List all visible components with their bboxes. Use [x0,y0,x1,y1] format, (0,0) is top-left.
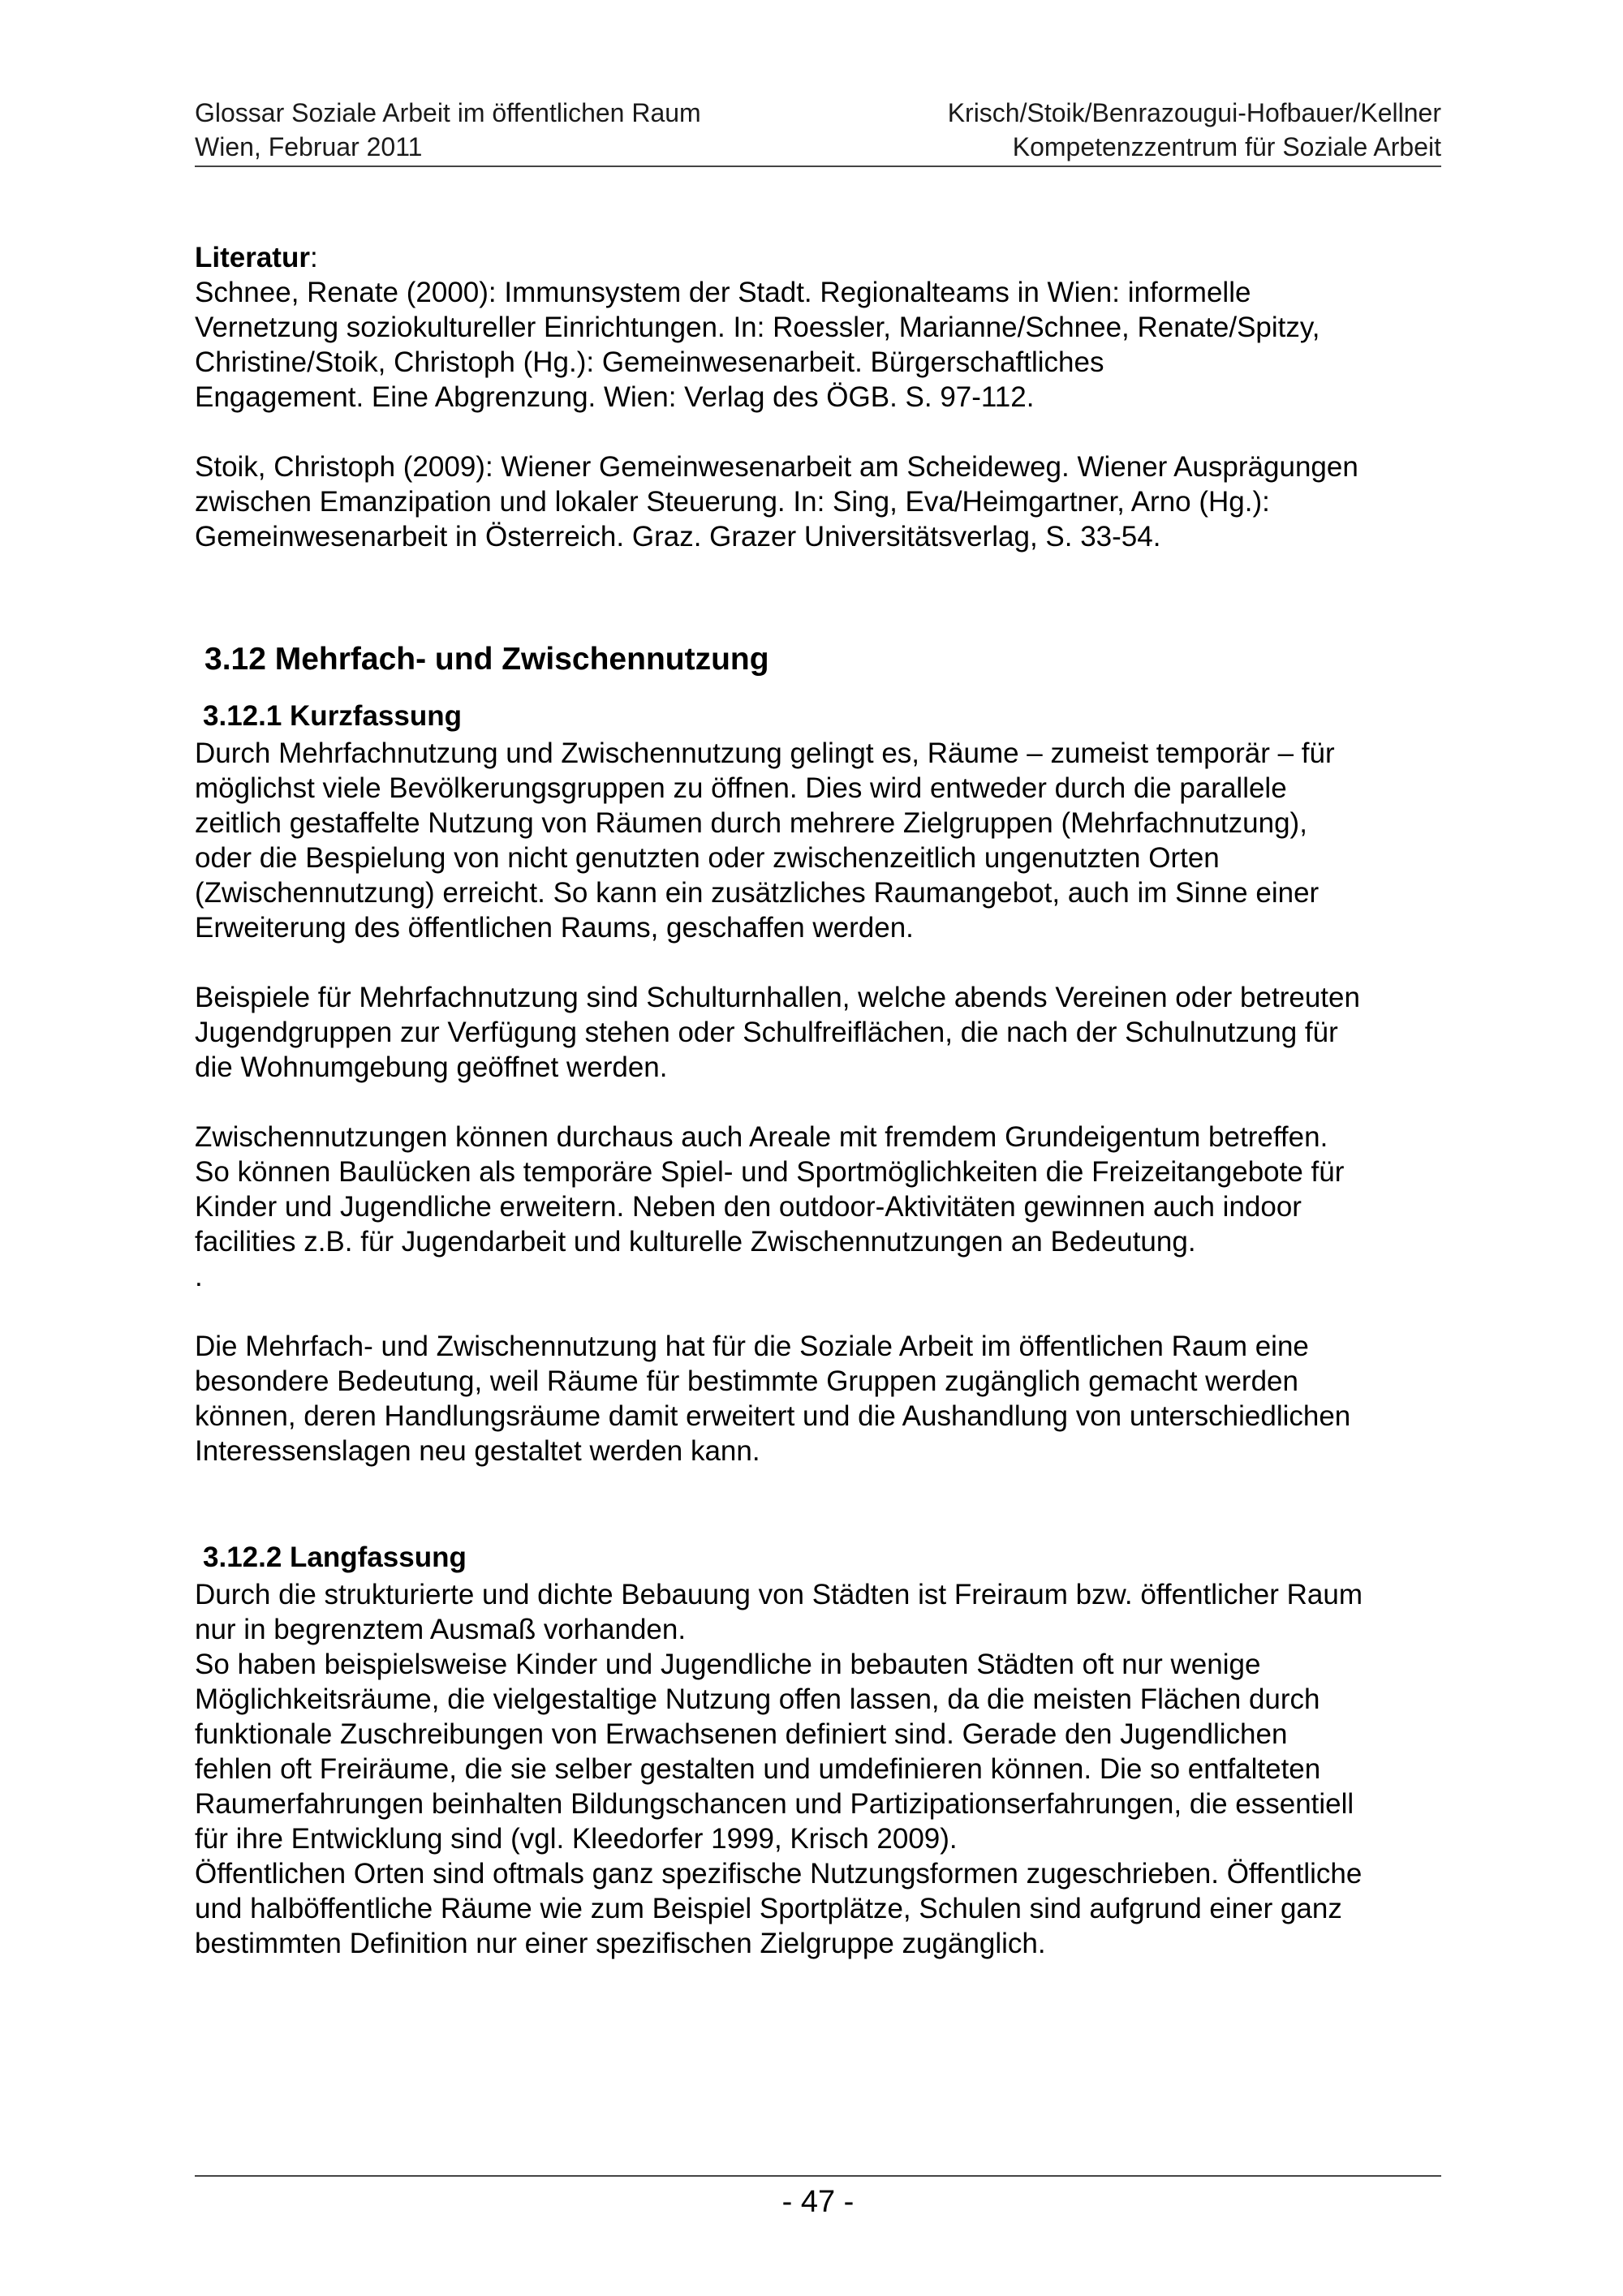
header-right [948,96,1441,164]
kurzfassung-paragraph-1: Durch Mehrfachnutzung und Zwischennutzung gelingt es, Räume – zumeist temporär – für möglichst viele Bevölkerungsgruppen zu öffnen. Dies wird entweder durch die parallele zeitlich gestaffelte Nutzung von Räumen durch mehrere Zielgruppen (Mehrfachnutzung), oder die Bespielung von nicht genutzten oder zwischenzeitlich ungenutzten Orten (Zwischennutzung) erreicht. So kann ein zusätzliches Raumangebot, auch im Sinne einer Erweiterung des öffentlichen Raums, geschaffen werden. [195,737,1335,944]
literature-heading [195,240,1453,275]
literature-entry-stoik: Stoik, Christoph (2009): Wiener Gemeinwesenarbeit am Scheideweg. Wiener Ausprägungen zwischen Emanzipation und lokaler Steuerung. In: Sing, Eva/Heimgartner, Arno (Hg.): Gemeinwesenarbeit in Österreich. Graz. Grazer Universitätsverlag, S. 33-54. [195,451,1358,553]
literature-heading-label: Literatur [195,242,310,273]
header-organization: Kompetenzzentrum für Soziale Arbeit [1012,132,1441,161]
footer-divider [195,2175,1441,2177]
kurzfassung-paragraph-3: Zwischennutzungen können durchaus auch Areale mit fremdem Grundeigentum betreffen. So können Baulücken als temporäre Spiel- und Sportmöglichkeiten die Freizeitangebote für Kinder und Jugendliche erweitern. Neben den outdoor-Aktivitäten gewinnen auch indoor facilities z.B. für Jugendarbeit und kulturelle Zwischennutzungen an Bedeutung. . [195,1121,1345,1292]
header-left [195,96,701,164]
header-authors: Krisch/Stoik/Benrazougui-Hofbauer/Kellner [947,98,1441,127]
langfassung-title: 3.12.2 Langfassung [203,1541,467,1573]
header-divider [195,166,1441,167]
kurzfassung-paragraph-4: Die Mehrfach- und Zwischennutzung hat für die Soziale Arbeit im öffentlichen Raum eine besondere Bedeutung, weil Räume für bestimmte Gruppen zugänglich gemacht werden können, deren Handlungsräume damit erweitert und die Aushandlung von unterschiedlichen Interessenslagen neu gestaltet werden kann. [195,1331,1351,1467]
header-document-title: Glossar Soziale Arbeit im öffentlichen Raum [195,98,701,127]
literature-heading-colon: : [309,242,318,273]
section-title: 3.12 Mehrfach- und Zwischennutzung [204,642,769,677]
page-content [195,240,1453,1961]
literature-entry-schnee: Schnee, Renate (2000): Immunsystem der Stadt. Regionalteams in Wien: informelle Vernetzung soziokultureller Einrichtungen. In: Roessler, Marianne/Schnee, Renate/Spitzy, Christine/Stoik, Christoph (Hg.): Gemeinwesenarbeit. Bürgerschaftliches Engagement. Eine Abgrenzung. Wien: Verlag des ÖGB. S. 97-112. [195,277,1320,413]
langfassung-text: Durch die strukturierte und dichte Bebauung von Städten ist Freiraum bzw. öffentlicher Raum nur in begrenztem Ausmaß vorhanden. So haben beispielsweise Kinder und Jugendliche in bebauten Städten oft nur wenige Möglichkeitsräume, die vielgestaltige Nutzung offen lassen, da die meisten Flächen durch funktionale Zuschreibungen von Erwachsenen definiert sind. Gerade den Jugendlichen fehlen oft Freiräume, die sie selber gestalten und umdefinieren können. Die so entfalteten Raumerfahrungen beinhalten Bildungschancen und Partizipationserfahrungen, die essentiell für ihre Entwicklung sind (vgl. Kleedorfer 1999, Krisch 2009). Öffentlichen Orten sind oftmals ganz spezifische Nutzungsformen zugeschrieben. Öffentliche und halböffentliche Räume wie zum Beispiel Sportplätze, Schulen sind aufgrund einer ganz bestimmten Definition nur einer spezifischen Zielgruppe zugänglich. [195,1579,1363,1959]
kurzfassung-paragraph-2: Beispiele für Mehrfachnutzung sind Schulturnhallen, welche abends Vereinen oder betreuten Jugendgruppen zur Verfügung stehen oder Schulfreiflächen, die nach der Schulnutzung für die Wohnumgebung geöffnet werden. [195,982,1360,1083]
kurzfassung-title: 3.12.1 Kurzfassung [203,700,462,732]
page-header [195,96,1441,167]
header-date: Wien, Februar 2011 [195,132,423,161]
page-number: - 47 - [781,2185,855,2219]
